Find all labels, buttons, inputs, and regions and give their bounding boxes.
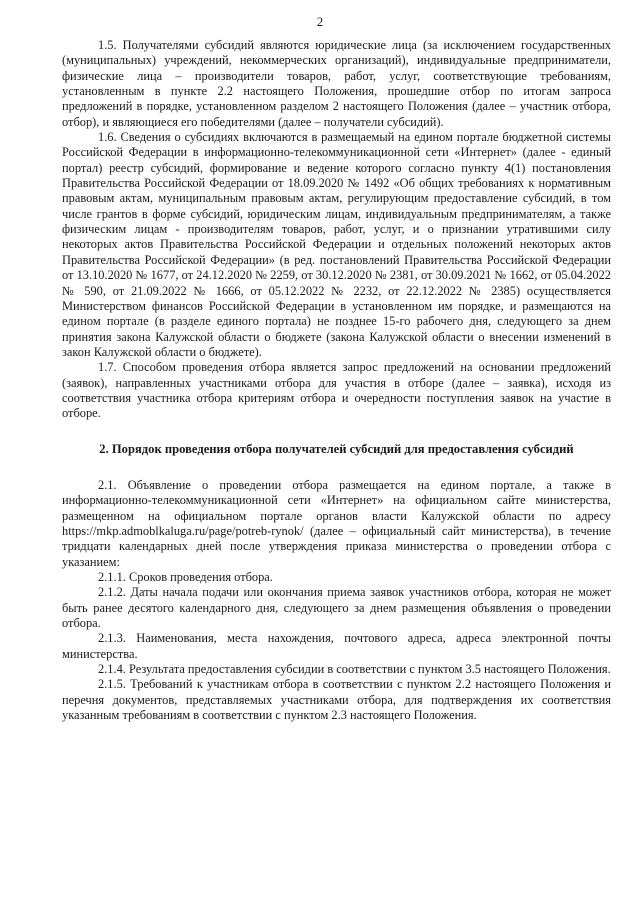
paragraph-1-5: 1.5. Получателями субсидий являются юридические лица (за исключением государственных (муниципальных) учреждений, некоммерческих организаций), индивидуальные предприниматели, физические лица – производители товаров, работ, услуг, соответствующие требованиям, установленным в пункте 2.2 настоящего Положения, прошедшие отбор по итогам запроса предложений в порядке, установленном разделом 2 настоящего Положения (далее – участник отбора, отбор), и являющиеся его победителями (далее – получатели субсидий). — [62, 38, 611, 129]
paragraph-2-1-4: 2.1.4. Результата предоставления субсидии в соответствии с пунктом 3.5 настоящего Положения. — [98, 662, 611, 677]
paragraph-2-1-1: 2.1.1. Сроков проведения отбора. — [98, 570, 273, 584]
page-number: 2 — [316, 14, 324, 29]
paragraph-1-7: 1.7. Способом проведения отбора является запрос предложений на основании предложений (заявок), направленных участниками отбора для участия в отборе (далее – заявка), исходя из соответствия участника отбора критериям отбора и очередности поступления заявок на участие в отборе. — [62, 360, 611, 421]
paragraph-1-6: 1.6. Сведения о субсидиях включаются в размещаемый на едином портале бюджетной системы Российской Федерации в информационно-телекоммуникационной сети «Интернет» (далее - единый портал) реестр субсидий, формирование и ведение которого согласно пункту 4(1) постановления Правительства Российской Федерации от 18.09.2020 № 1492 «Об общих требованиях к нормативным правовым актам, муниципальным правовым актам, регулирующим предоставление субсидий, в том числе грантов в форме субсидий, юридическим лицам, индивидуальным предпринимателям, а также физическим лицам - производителям товаров, работ, услуг, и о признании утратившими силу некоторых актов Правительства Российской Федерации и отдельных положений некоторых актов Правительства Российской Федерации» (в ред. постановлений Правительства Российской Федерации от 13.10.2020 № 1677, от 24.12.2020 № 2259, от 30.12.2020 № 2381, от 30.09.2021 № 1662, от 05.04.2022 № 590, от 21.09.2022 № 1666, от 05.12.2022 № 2232, от 22.12.2022 № 2385) осуществляется Министерством финансов Российской Федерации в установленном им порядке, и размещаются на едином портале (в разделе единого портала) не позднее 15-го рабочего дня, следующего за днем принятия закона Калужской области о бюджете (закона Калужской области о внесении изменений в закон Калужской области о бюджете). — [62, 130, 611, 359]
paragraph-2-1-5: 2.1.5. Требований к участникам отбора в соответствии с пунктом 2.2 настоящего Положения и перечня документов, представляемых участниками отбора, для подтверждения их соответствия указанным требованиям в соответствии с пунктом 2.3 настоящего Положения. — [62, 677, 611, 723]
paragraph-2-1-2: 2.1.2. Даты начала подачи или окончания приема заявок участников отбора, которая не может быть ранее десятого календарного дня, следующего за днем размещения объявления о проведении отбора. — [62, 585, 611, 631]
paragraph-2-1-3: 2.1.3. Наименования, места нахождения, почтового адреса, адреса электронной почты министерства. — [62, 631, 611, 661]
paragraph-2-1: 2.1. Объявление о проведении отбора размещается на едином портале, а также в информационно-телекоммуникационной сети «Интернет» на официальном сайте министерства, размещенном на официальном портале органов власти Калужской области по адресу https://mkp.admoblkaluga.ru/page/potreb-rynok/ (далее – официальный сайт министерства), в течение тридцати календарных дней после утверждения приказа министерства о проведении отбора с указанием: — [62, 477, 611, 569]
section-2-heading: 2. Порядок проведения отбора получателей субсидий для предоставления субсидий — [99, 441, 574, 456]
document-body — [62, 38, 611, 723]
